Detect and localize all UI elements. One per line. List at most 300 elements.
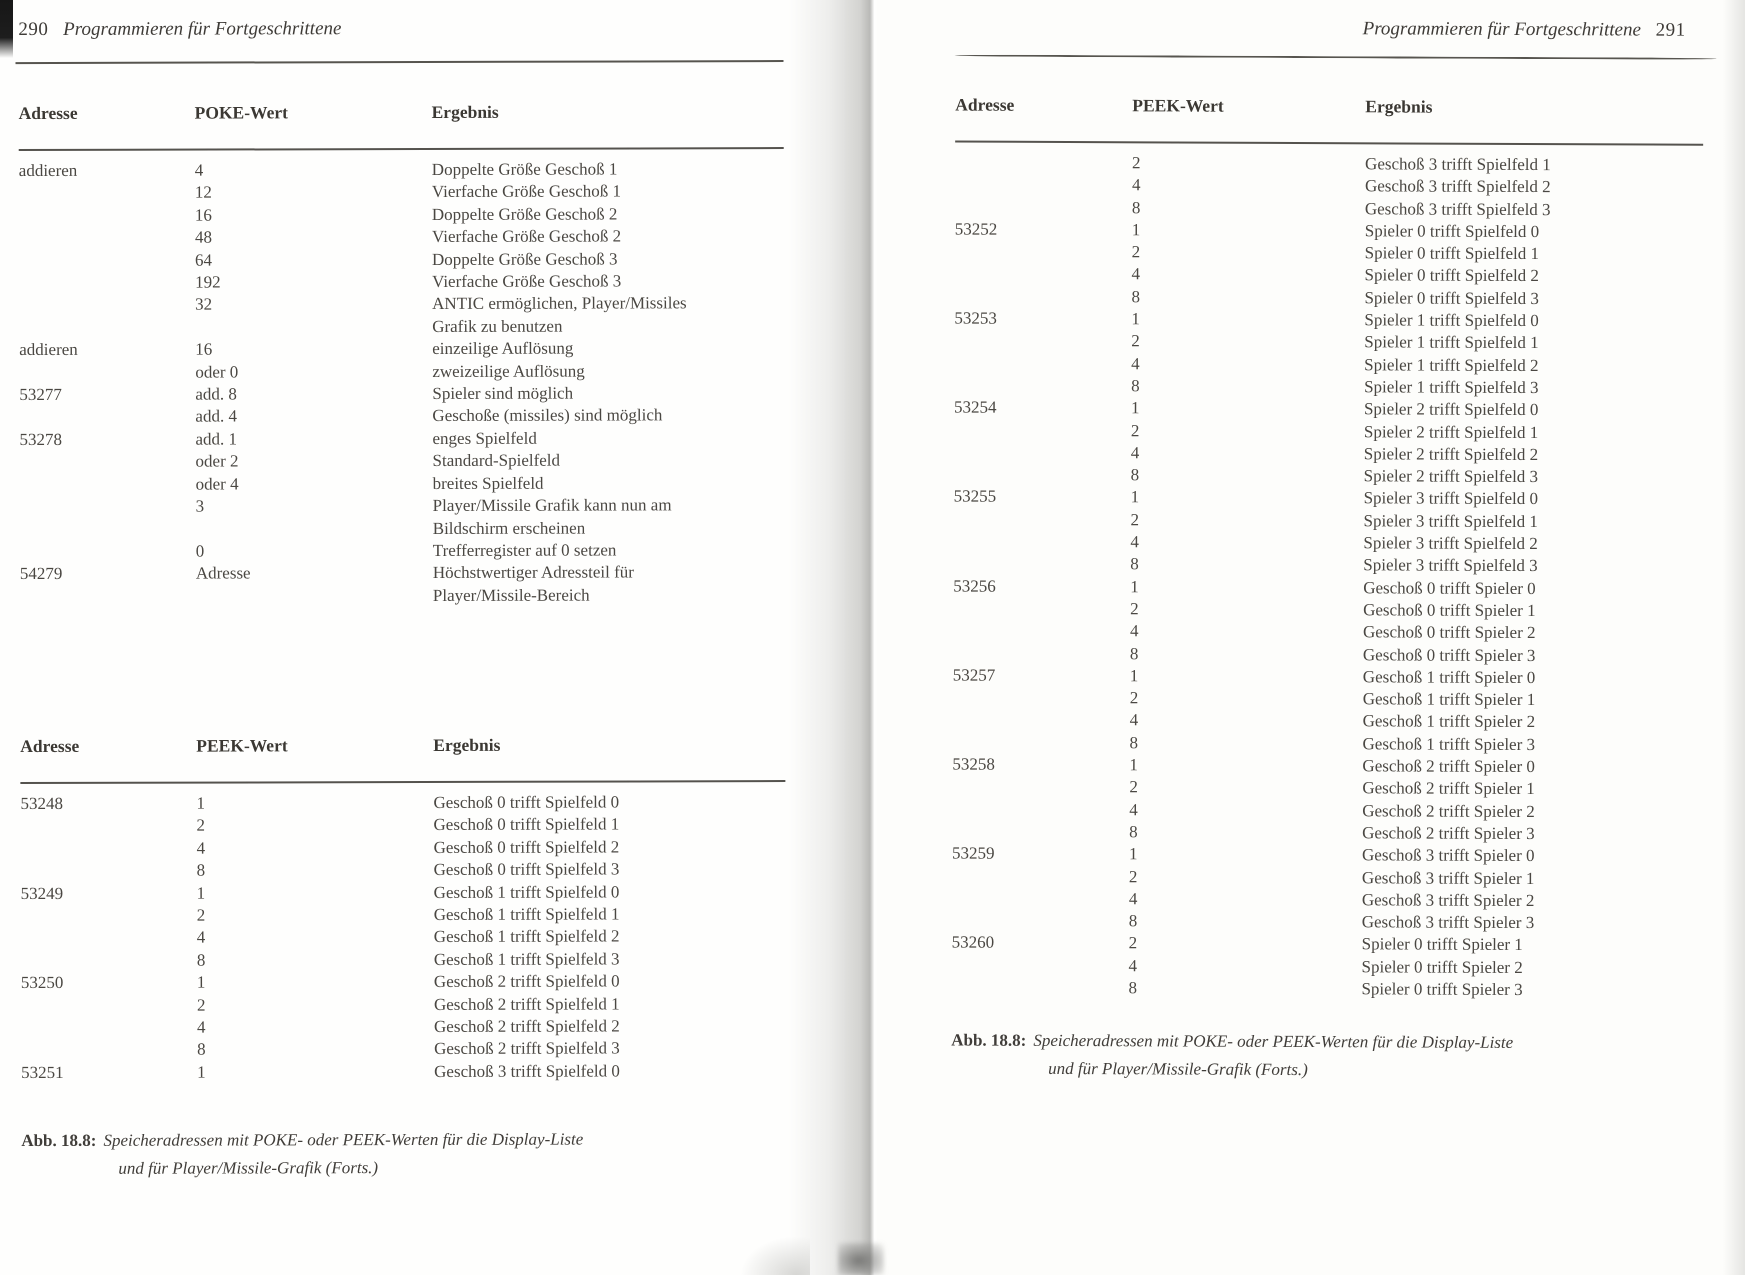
cell-adresse: 53260 <box>951 932 995 953</box>
cell-wert: 0 <box>195 541 205 561</box>
cell-ergebnis: Player/Missile Grafik kann nun am <box>432 495 672 516</box>
cell-wert: 8 <box>1130 465 1140 485</box>
table-row <box>21 948 786 972</box>
cell-ergebnis: Geschoß 0 trifft Spieler 2 <box>1362 622 1536 643</box>
table-row <box>21 1060 786 1084</box>
cell-wert <box>195 316 432 339</box>
cell-adresse <box>21 905 197 928</box>
cell-adresse <box>953 597 1130 620</box>
table-row <box>19 337 784 361</box>
cell-adresse <box>954 419 1131 442</box>
cell-wert: 2 <box>1131 331 1140 351</box>
cell-ergebnis: Spieler 0 trifft Spieler 1 <box>1361 934 1523 955</box>
table-row <box>955 152 1703 178</box>
cell-ergebnis: Geschoß 1 trifft Spieler 0 <box>1362 667 1536 687</box>
cell-wert: 8 <box>197 1040 206 1060</box>
column-header: Adresse <box>20 735 80 757</box>
cell-ergebnis: Geschoß 3 trifft Spieler 1 <box>1361 867 1535 888</box>
cell-ergebnis: Spieler 3 trifft Spielfeld 1 <box>1363 511 1538 531</box>
table-row <box>952 954 1700 980</box>
table-row <box>21 925 786 949</box>
table-row <box>953 664 1701 690</box>
table-row <box>19 360 784 384</box>
cell-wert: 2 <box>196 815 206 835</box>
table-row <box>953 508 1701 534</box>
cell-wert: 8 <box>1129 822 1138 842</box>
cell-wert: 4 <box>1128 889 1138 909</box>
table-row <box>951 976 1699 1002</box>
table-row <box>952 731 1700 757</box>
cell-adresse: addieren <box>18 160 78 181</box>
table-row <box>19 180 784 204</box>
cell-ergebnis: Spieler 3 trifft Spielfeld 2 <box>1363 533 1538 554</box>
cell-adresse <box>954 464 1131 487</box>
table-row <box>21 1015 786 1039</box>
cell-adresse: 53249 <box>20 883 64 903</box>
cell-adresse <box>19 204 195 227</box>
table-row <box>953 597 1701 623</box>
cell-ergebnis: Höchstwertiger Adressteil für <box>432 562 634 583</box>
cell-adresse <box>954 352 1131 375</box>
cell-ergebnis: Spieler 0 trifft Spielfeld 3 <box>1364 288 1539 308</box>
cell-wert: 4 <box>1130 532 1139 552</box>
cell-ergebnis: Geschoß 3 trifft Spielfeld 2 <box>1364 176 1551 197</box>
cell-ergebnis: Geschoße (missiles) sind möglich <box>432 405 663 426</box>
cell-ergebnis: Geschoß 3 trifft Spielfeld 1 <box>1365 154 1551 175</box>
cell-wert: add. 4 <box>195 406 237 427</box>
column-header: Ergebnis <box>1365 96 1433 117</box>
table-row <box>21 903 786 927</box>
cell-wert: 1 <box>196 972 206 992</box>
cell-adresse: 53258 <box>952 754 995 774</box>
cell-ergebnis: Geschoß 2 trifft Spieler 1 <box>1362 778 1535 799</box>
cell-ergebnis: Geschoß 0 trifft Spielfeld 0 <box>433 792 620 812</box>
cell-ergebnis: Geschoß 2 trifft Spielfeld 1 <box>433 994 620 1014</box>
cell-wert: 8 <box>196 950 206 970</box>
cell-ergebnis: Spieler 2 trifft Spielfeld 1 <box>1363 421 1539 442</box>
cell-ergebnis: Geschoß 2 trifft Spielfeld 3 <box>434 1038 620 1059</box>
cell-wert: 1 <box>196 883 206 903</box>
caption-label: Abb. 18.8: <box>21 1130 97 1151</box>
cell-adresse <box>952 954 1129 977</box>
cell-adresse: 53277 <box>19 385 62 405</box>
cell-adresse <box>954 374 1131 397</box>
cell-ergebnis: Geschoß 3 trifft Spieler 2 <box>1361 890 1535 910</box>
cell-wert: 16 <box>195 339 213 359</box>
cell-wert: 4 <box>1131 353 1140 373</box>
cell-wert: 2 <box>1129 777 1138 797</box>
table-row <box>953 620 1701 646</box>
cell-ergebnis: Spieler 0 trifft Spieler 2 <box>1361 956 1523 977</box>
cell-adresse: 53257 <box>952 665 996 685</box>
cell-adresse <box>952 798 1129 821</box>
cell-adresse <box>954 285 1131 308</box>
table-row <box>952 932 1700 958</box>
cell-ergebnis: Geschoß 0 trifft Spielfeld 1 <box>433 814 620 835</box>
cell-ergebnis: Spieler 0 trifft Spielfeld 0 <box>1364 221 1540 241</box>
table-row <box>953 575 1701 601</box>
table-rule <box>20 780 785 784</box>
cell-ergebnis: Vierfache Größe Geschoß 3 <box>432 271 622 292</box>
table-row <box>955 218 1703 244</box>
cell-adresse <box>953 531 1130 554</box>
cell-wert: 2 <box>1128 866 1138 886</box>
cell-wert: 1 <box>1130 487 1140 507</box>
cell-adresse: 54279 <box>19 564 63 584</box>
cell-adresse <box>955 196 1132 219</box>
cell-ergebnis: Spieler 0 trifft Spielfeld 2 <box>1364 265 1539 286</box>
cell-wert: 16 <box>194 205 212 225</box>
table-header-row <box>20 732 785 758</box>
page-291 <box>845 0 1745 1275</box>
table-row <box>21 970 786 994</box>
column-header: Adresse <box>955 94 1015 115</box>
cell-wert: 32 <box>195 294 213 315</box>
cell-adresse: 53251 <box>21 1062 64 1082</box>
cell-wert: 4 <box>1130 443 1140 463</box>
header-rule <box>15 60 783 64</box>
column-header: PEEK-Wert <box>1132 95 1224 116</box>
cell-ergebnis: Doppelte Größe Geschoß 1 <box>431 159 618 179</box>
table-row <box>953 531 1701 557</box>
cell-adresse <box>21 927 197 950</box>
table-header-row <box>955 93 1703 120</box>
cell-ergebnis: Geschoß 0 trifft Spieler 1 <box>1363 600 1536 620</box>
column-header: Ergebnis <box>433 734 501 755</box>
cell-adresse <box>19 249 195 272</box>
cell-adresse <box>953 620 1130 643</box>
cell-adresse <box>952 865 1129 888</box>
cell-ergebnis: Geschoß 1 trifft Spielfeld 3 <box>433 949 620 969</box>
cell-wert: 4 <box>1128 955 1138 976</box>
table-row <box>20 472 785 496</box>
cell-adresse: 53253 <box>954 308 997 328</box>
table-row <box>953 687 1701 713</box>
cell-adresse: 53254 <box>953 397 997 417</box>
cell-ergebnis: ANTIC ermöglichen, Player/Missiles <box>432 293 687 314</box>
cell-ergebnis: Doppelte Größe Geschoß 3 <box>431 249 618 269</box>
cell-ergebnis: Geschoß 2 trifft Spielfeld 0 <box>433 971 620 992</box>
cell-wert: 8 <box>1129 732 1139 753</box>
cell-ergebnis: Vierfache Größe Geschoß 2 <box>431 226 622 247</box>
cell-wert: add. 8 <box>195 384 237 404</box>
table-row <box>20 584 785 608</box>
cell-wert: 8 <box>1129 643 1139 663</box>
cell-ergebnis: Vierfache Größe Geschoß 1 <box>431 181 622 202</box>
cell-adresse <box>19 406 195 429</box>
cell-ergebnis: Spieler 0 trifft Spieler 3 <box>1361 979 1523 999</box>
cell-wert: 2 <box>196 905 206 925</box>
cell-wert: 64 <box>194 250 213 270</box>
cell-wert: 1 <box>1130 398 1140 418</box>
cell-wert: 1 <box>1131 220 1141 240</box>
cell-adresse: 53256 <box>953 576 996 596</box>
cell-wert: 4 <box>1131 175 1141 195</box>
cell-adresse <box>19 182 195 205</box>
table-row <box>19 158 784 182</box>
cell-adresse <box>21 949 197 972</box>
cell-ergebnis: Geschoß 2 trifft Spieler 3 <box>1362 823 1535 843</box>
cell-adresse <box>20 815 196 838</box>
cell-adresse <box>21 994 197 1017</box>
cell-adresse: 53250 <box>20 973 64 993</box>
cell-adresse <box>953 508 1130 531</box>
table-row <box>952 776 1700 802</box>
cell-ergebnis: Spieler sind möglich <box>432 383 574 404</box>
cell-ergebnis: breites Spielfeld <box>432 473 544 493</box>
cell-wert <box>196 585 433 608</box>
table-row <box>953 709 1701 735</box>
table-row <box>19 427 784 451</box>
column-header: Adresse <box>18 102 78 124</box>
table-row <box>21 993 786 1017</box>
table-rule <box>955 141 1703 146</box>
cell-adresse <box>954 330 1131 353</box>
cell-adresse <box>952 910 1129 933</box>
table-row <box>952 887 1700 913</box>
cell-adresse <box>955 263 1132 286</box>
table-row <box>19 248 784 272</box>
cell-wert: 4 <box>196 928 206 948</box>
caption-label: Abb. 18.8: <box>951 1030 1027 1050</box>
cell-adresse <box>955 241 1132 264</box>
cell-wert: 4 <box>1129 710 1139 730</box>
cell-ergebnis: Geschoß 3 trifft Spieler 0 <box>1362 845 1535 866</box>
cell-adresse <box>955 174 1132 197</box>
table-row <box>21 881 786 905</box>
cell-wert: 4 <box>1129 799 1138 819</box>
table-row <box>20 539 785 563</box>
cell-wert: 1 <box>197 1062 206 1082</box>
cell-ergebnis: Spieler 2 trifft Spielfeld 3 <box>1363 466 1539 487</box>
table-row <box>954 419 1702 445</box>
cell-ergebnis: Geschoß 1 trifft Spieler 1 <box>1362 689 1536 710</box>
table-row <box>21 1038 786 1062</box>
cell-adresse: 53252 <box>954 219 998 239</box>
table-row <box>19 382 784 406</box>
running-head-right <box>1363 18 1686 41</box>
cell-ergebnis: Spieler 2 trifft Spielfeld 2 <box>1363 444 1539 464</box>
cell-ergebnis: Spieler 1 trifft Spielfeld 2 <box>1364 354 1539 375</box>
cell-ergebnis: Spieler 1 trifft Spielfeld 1 <box>1364 332 1539 353</box>
table-row <box>952 910 1700 936</box>
cell-wert: 1 <box>1129 755 1138 775</box>
table-row <box>20 517 785 541</box>
cell-ergebnis: Geschoß 0 trifft Spieler 3 <box>1362 644 1536 665</box>
cell-wert: 4 <box>1131 264 1141 284</box>
cell-wert: 2 <box>1132 153 1141 173</box>
cell-wert: 2 <box>1131 242 1141 262</box>
cell-adresse: 53255 <box>953 486 997 507</box>
table-row <box>20 561 785 585</box>
cell-wert: Adresse <box>195 563 251 583</box>
cell-ergebnis: Geschoß 2 trifft Spieler 0 <box>1362 756 1535 777</box>
cell-ergebnis: Spieler 0 trifft Spielfeld 1 <box>1364 243 1540 264</box>
running-title: Programmieren für Fortgeschrittene <box>63 18 342 40</box>
cell-wert: 2 <box>196 995 206 1015</box>
table-row <box>954 486 1702 512</box>
cell-wert: 2 <box>1128 933 1138 953</box>
cell-adresse <box>19 272 195 295</box>
table-row <box>21 858 786 882</box>
cell-wert: 12 <box>194 182 212 203</box>
table-row <box>955 241 1703 267</box>
cell-ergebnis: Doppelte Größe Geschoß 2 <box>431 204 618 224</box>
page-number: 291 <box>1655 19 1686 41</box>
cell-wert: 1 <box>1129 666 1139 686</box>
table-row <box>21 836 786 860</box>
table-row <box>953 553 1701 579</box>
cell-ergebnis: Spieler 2 trifft Spielfeld 0 <box>1363 399 1539 420</box>
cell-ergebnis: Geschoß 1 trifft Spielfeld 1 <box>433 904 620 925</box>
cell-ergebnis: Spieler 3 trifft Spielfeld 3 <box>1363 555 1538 576</box>
table-rule <box>19 147 784 151</box>
table-body <box>19 158 785 608</box>
cell-wert: 8 <box>1131 376 1140 396</box>
table-row <box>19 203 784 227</box>
table-row <box>19 270 784 294</box>
table-row <box>952 865 1700 891</box>
cell-adresse <box>19 316 195 339</box>
cell-adresse <box>20 473 196 496</box>
cell-adresse <box>953 687 1130 710</box>
table-row <box>954 352 1702 378</box>
cell-ergebnis: Geschoß 0 trifft Spielfeld 3 <box>433 859 620 880</box>
table-row <box>19 405 784 429</box>
cell-adresse <box>20 451 196 474</box>
header-rule <box>955 55 1717 60</box>
table-row <box>955 263 1703 289</box>
table-row <box>19 292 784 316</box>
table-row <box>953 642 1701 668</box>
cell-wert: 2 <box>1130 599 1139 619</box>
caption-line2: und für Player/Missile-Grafik (Forts.) <box>118 1158 379 1178</box>
table-body <box>951 152 1703 1003</box>
cell-ergebnis: Geschoß 1 trifft Spielfeld 2 <box>433 926 620 947</box>
cell-wert: 4 <box>1129 621 1139 641</box>
table-body <box>20 791 786 1084</box>
table-row <box>954 285 1702 311</box>
cell-wert: 8 <box>1128 911 1138 931</box>
cell-adresse <box>19 227 195 250</box>
cell-ergebnis: Grafik zu benutzen <box>432 316 563 336</box>
cell-ergebnis: Trefferregister auf 0 setzen <box>432 540 617 560</box>
cell-wert: 192 <box>195 272 221 292</box>
cell-adresse <box>952 776 1129 799</box>
cell-adresse: 53248 <box>20 793 63 814</box>
cell-wert: add. 1 <box>195 429 238 449</box>
cell-wert: 8 <box>196 860 206 880</box>
cell-wert: 2 <box>1130 510 1140 530</box>
cell-ergebnis: Geschoß 3 trifft Spielfeld 3 <box>1364 198 1551 219</box>
figure-caption-left <box>21 1126 583 1183</box>
cell-adresse <box>19 361 195 384</box>
table-row <box>952 843 1700 869</box>
cell-wert: 1 <box>1130 576 1139 596</box>
cell-adresse <box>21 860 197 883</box>
cell-adresse <box>21 1039 197 1062</box>
cell-wert: 2 <box>1130 420 1140 440</box>
cell-adresse: 53278 <box>19 429 63 449</box>
table-row <box>954 330 1702 356</box>
caption-line1: Speicheradressen mit POKE- oder PEEK-Werten für die Display-Liste <box>1033 1030 1514 1052</box>
cell-adresse <box>21 837 197 860</box>
table-row <box>954 441 1702 467</box>
peek-table-left <box>20 732 786 1084</box>
cell-wert: 8 <box>1131 197 1141 217</box>
table-row <box>952 754 1700 780</box>
cell-ergebnis: Player/Missile-Bereich <box>432 585 590 605</box>
cell-ergebnis: Geschoß 2 trifft Spielfeld 2 <box>433 1016 620 1037</box>
cell-ergebnis: Spieler 3 trifft Spielfeld 0 <box>1363 488 1539 509</box>
column-header: PEEK-Wert <box>196 735 288 756</box>
cell-ergebnis: Geschoß 1 trifft Spieler 2 <box>1362 711 1536 732</box>
cell-adresse <box>955 152 1132 175</box>
cell-wert: 4 <box>194 160 204 180</box>
table-row <box>19 225 784 249</box>
cell-wert: 2 <box>1129 688 1139 708</box>
cell-ergebnis: Geschoß 0 trifft Spielfeld 2 <box>433 837 620 857</box>
cell-adresse <box>20 496 196 519</box>
cell-adresse <box>21 1017 197 1040</box>
cell-wert: 1 <box>1131 309 1140 329</box>
cell-ergebnis: enges Spielfeld <box>432 428 537 448</box>
cell-adresse <box>951 976 1128 999</box>
cell-wert: oder 0 <box>195 362 239 382</box>
cell-adresse <box>952 887 1129 910</box>
cell-wert: 8 <box>1130 554 1139 574</box>
cell-adresse <box>20 518 196 541</box>
table-row <box>19 315 784 339</box>
column-header: Ergebnis <box>431 101 499 122</box>
cell-ergebnis: Geschoß 2 trifft Spieler 2 <box>1362 800 1535 821</box>
table-row <box>954 374 1702 400</box>
cell-adresse <box>20 540 196 563</box>
cell-adresse <box>953 642 1130 665</box>
table-row <box>20 813 785 837</box>
cell-ergebnis: Geschoß 3 trifft Spieler 3 <box>1361 912 1535 933</box>
cell-ergebnis: zweizeilige Auflösung <box>432 361 585 381</box>
cell-wert: oder 2 <box>195 451 239 471</box>
cell-ergebnis: Geschoß 1 trifft Spielfeld 0 <box>433 882 620 902</box>
page-number: 290 <box>18 18 49 41</box>
cell-adresse <box>952 820 1129 843</box>
table-row <box>952 798 1700 824</box>
cell-wert: 1 <box>196 793 205 813</box>
column-header: POKE-Wert <box>194 102 288 123</box>
cell-adresse: addieren <box>19 340 78 360</box>
cell-wert: 3 <box>195 496 205 516</box>
running-title: Programmieren für Fortgeschrittene <box>1362 18 1641 41</box>
cell-adresse <box>952 731 1129 754</box>
running-head-left <box>18 18 341 41</box>
table-row <box>954 464 1702 490</box>
caption-line2: und für Player/Missile-Grafik (Forts.) <box>1048 1058 1308 1080</box>
poke-table <box>19 99 785 608</box>
cell-adresse <box>954 441 1131 464</box>
cell-ergebnis: Standard-Spielfeld <box>432 450 561 471</box>
cell-adresse <box>19 294 195 317</box>
cell-ergebnis: einzeilige Auflösung <box>432 338 574 359</box>
cell-adresse: 53259 <box>952 843 995 863</box>
cell-wert: 4 <box>196 838 206 858</box>
table-row <box>954 397 1702 423</box>
peek-table-right <box>951 93 1703 1003</box>
cell-ergebnis: Geschoß 1 trifft Spieler 3 <box>1362 734 1536 754</box>
caption-line1: Speicheradressen mit POKE- oder PEEK-Werten für die Display-Liste <box>103 1129 584 1150</box>
page-290 <box>0 0 845 1275</box>
cell-ergebnis: Geschoß 0 trifft Spieler 0 <box>1363 577 1536 598</box>
